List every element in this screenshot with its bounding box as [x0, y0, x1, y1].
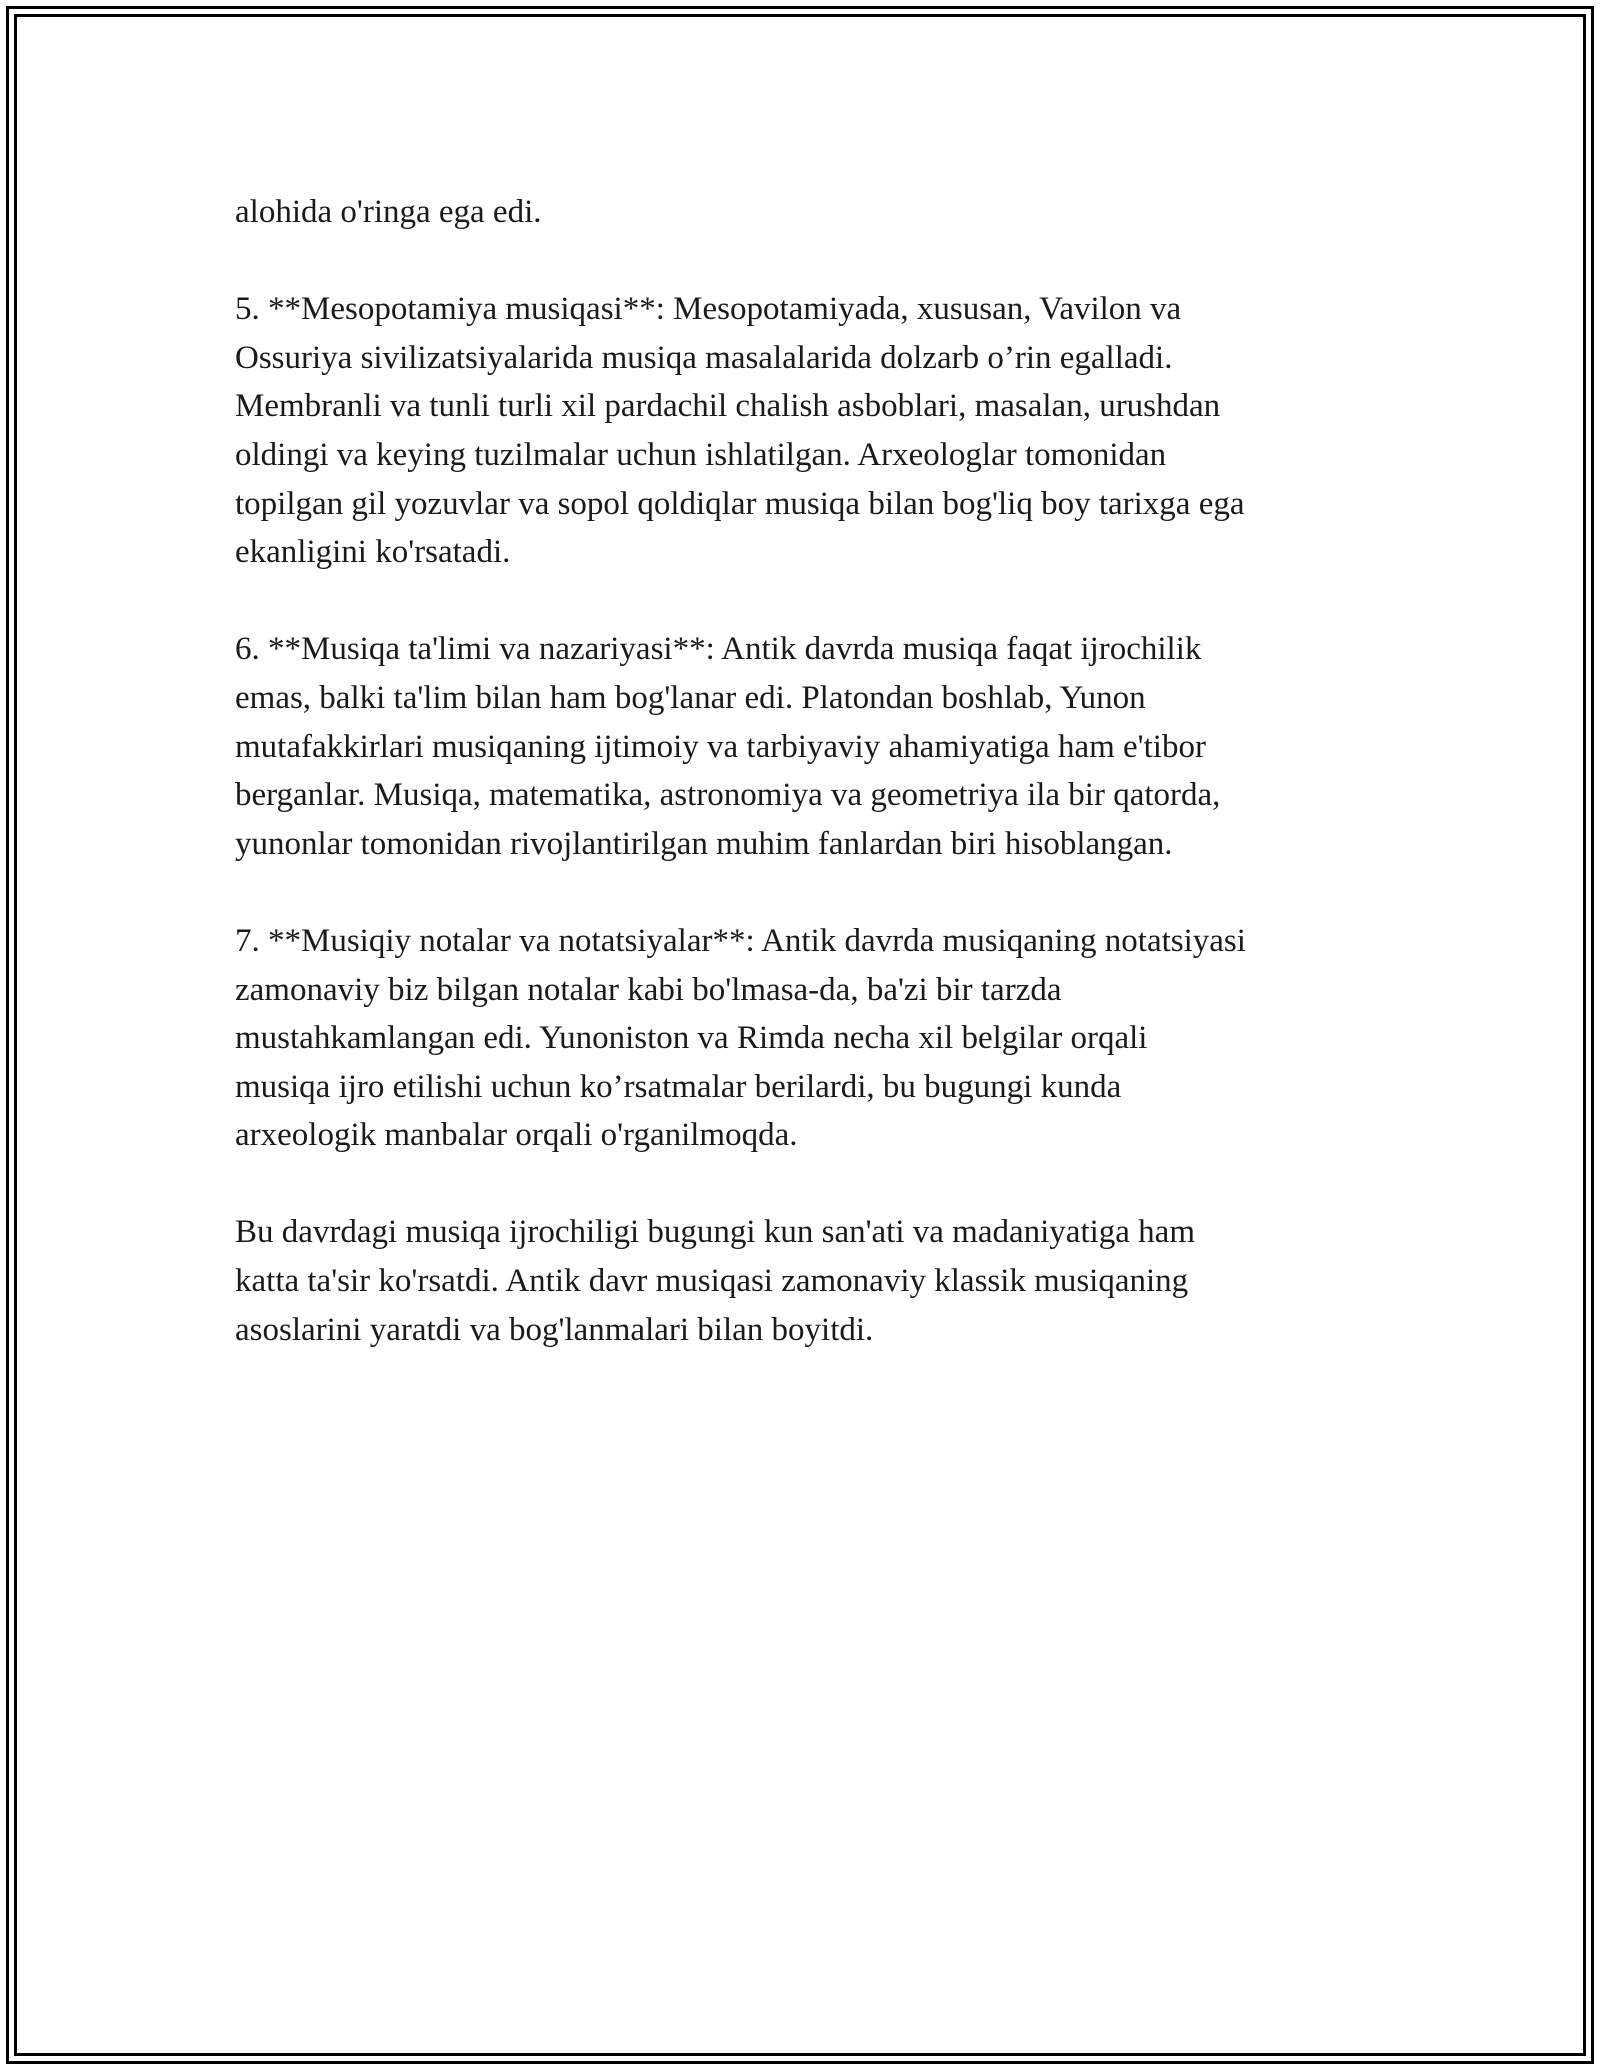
paragraph-mesopotamia-music: [235, 285, 1375, 577]
text-line: 6. **Musiqa ta'limi va nazariyasi**: Antik davrda musiqa faqat ijrochilik: [235, 631, 1202, 668]
text-line: yunonlar tomonidan rivojlantirilgan muhim fanlardan biri hisoblangan.: [235, 825, 1173, 862]
text-line: oldingi va keying tuzilmalar uchun ishlatilgan. Arxeologlar tomonidan: [235, 436, 1167, 473]
text-line: ekanligini ko'rsatadi.: [235, 534, 511, 571]
text-line: Ossuriya sivilizatsiyalarida musiqa masalalarida dolzarb o’rin egalladi.: [235, 339, 1173, 376]
text-line: arxeologik manbalar orqali o'rganilmoqda.: [235, 1117, 798, 1154]
text-line: berganlar. Musiqa, matematika, astronomiya va geometriya ila bir qatorda,: [235, 777, 1221, 814]
paragraph-intro-continuation: [235, 188, 1375, 237]
document-body: [235, 188, 1375, 1403]
paragraph-music-notation: [235, 917, 1375, 1160]
text-line: Membranli va tunli turli xil pardachil chalish asboblari, masalan, urushdan: [235, 388, 1221, 425]
text-line: emas, balki ta'lim bilan ham bog'lanar edi. Platondan boshlab, Yunon: [235, 679, 1146, 716]
text-line: alohida o'ringa ega edi.: [235, 194, 542, 230]
paragraph-music-education: [235, 625, 1375, 868]
text-line: katta ta'sir ko'rsatdi. Antik davr musiqasi zamonaviy klassik musiqaning: [235, 1263, 1189, 1300]
text-line: 5. **Mesopotamiya musiqasi**: Mesopotamiyada, xususan, Vavilon va: [235, 291, 1182, 328]
paragraph-conclusion: [235, 1208, 1375, 1354]
text-line: musiqa ijro etilishi uchun ko’rsatmalar berilardi, bu bugungi kunda: [235, 1068, 1122, 1105]
text-line: asoslarini yaratdi va bog'lanmalari bilan boyitdi.: [235, 1311, 874, 1348]
text-line: topilgan gil yozuvlar va sopol qoldiqlar musiqa bilan bog'liq boy tarixga ega: [235, 485, 1245, 522]
text-line: Bu davrdagi musiqa ijrochiligi bugungi kun san'ati va madaniyatiga ham: [235, 1214, 1195, 1251]
text-line: mustahkamlangan edi. Yunoniston va Rimda necha xil belgilar orqali: [235, 1020, 1148, 1057]
text-line: zamonaviy biz bilgan notalar kabi bo'lmasa-da, ba'zi bir tarzda: [235, 971, 1062, 1008]
text-line: 7. **Musiqiy notalar va notatsiyalar**: Antik davrda musiqaning notatsiyasi: [235, 922, 1246, 959]
text-line: mutafakkirlari musiqaning ijtimoiy va tarbiyaviy ahamiyatiga ham e'tibor: [235, 728, 1206, 765]
